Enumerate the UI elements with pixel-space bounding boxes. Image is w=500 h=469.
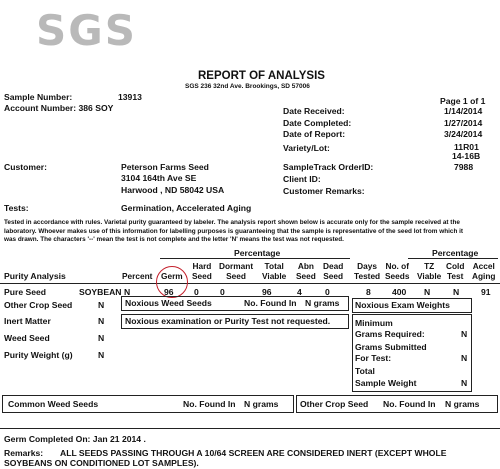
customer-line-3: Harwood , ND 58042 USA [121, 185, 225, 195]
other-crop-label: Other Crop Seed [300, 399, 369, 409]
page-number: Page 1 of 1 [440, 96, 486, 106]
footer-rule [0, 428, 500, 429]
pure-seed-hard: 0 [194, 287, 199, 297]
customer-remarks-label: Customer Remarks: [283, 186, 365, 196]
common-weed-grams: N grams [244, 399, 279, 409]
col-accel-aging [472, 261, 496, 281]
variety-lot-label: Variety/Lot: [283, 143, 330, 153]
header-rule [0, 283, 500, 284]
germ-completed: Germ Completed On: Jan 21 2014 . [4, 434, 146, 444]
date-completed-label: Date Completed: [283, 118, 352, 128]
variety-lot-value-1: 11R01 [454, 142, 479, 152]
pure-seed-seeds: 400 [392, 287, 407, 297]
col-hard-sub: Seed [192, 271, 212, 281]
col-tz-viable [417, 261, 441, 281]
col-dormant-sub: Seed [226, 271, 246, 281]
inert-matter-label: Inert Matter [4, 316, 51, 326]
noxious-exam-weights-label: Noxious Exam Weights [355, 300, 450, 310]
weed-seed-value: N [98, 333, 105, 343]
pure-seed-tz: N [424, 287, 431, 297]
col-no-of: No. of [385, 261, 409, 271]
grams-required-label: Grams Required: [355, 329, 425, 339]
remarks-line-1: ALL SEEDS PASSING THROUGH A 10/64 SCREEN ARE CONSIDERED INERT (EXCEPT WHOLE [60, 448, 447, 458]
disclaimer-line-3: was drawn. The characters '--' mean the test is not complete and the letter 'N' means the test was not requested. [4, 236, 344, 243]
col-days-tested [354, 261, 380, 281]
pure-seed-dead: 0 [325, 287, 330, 297]
customer-label: Customer: [4, 162, 47, 172]
grams-submitted-label: Grams Submitted [355, 342, 427, 352]
common-weed-label: Common Weed Seeds [8, 399, 99, 409]
col-seeds-sub: Seeds [385, 271, 410, 281]
col-dead-sub: Seed [323, 271, 344, 281]
pure-seed-total: 96 [262, 287, 272, 297]
pure-seed-cold: N [453, 287, 460, 297]
percentage-rule [160, 258, 350, 259]
minimum-label: Minimum [355, 318, 393, 328]
pure-seed-abn: 4 [297, 287, 302, 297]
col-dormant-seed [219, 261, 253, 281]
col-hard-seed [192, 261, 212, 281]
pure-seed-percent: N [124, 287, 131, 297]
other-crop-grams: N grams [445, 399, 480, 409]
other-crop-no-found-in: No. Found In [383, 399, 436, 409]
weed-seed-label: Weed Seed [4, 333, 50, 343]
remarks-label: Remarks: [4, 448, 44, 458]
purity-analysis-header: Purity Analysis [4, 271, 66, 281]
remarks-line-2: SOYBEANS ON CONDITIONED LOT SAMPLES). [4, 458, 199, 468]
sgs-logo: SGS [36, 6, 137, 55]
pure-seed-dormant: 0 [220, 287, 225, 297]
col-tz-sub: Viable [417, 271, 442, 281]
date-report-label: Date of Report: [283, 129, 346, 139]
col-abn: Abn [297, 261, 314, 271]
for-test-value: N [461, 353, 468, 363]
pure-seed-germ: 96 [164, 287, 174, 297]
customer-line-2: 3104 164th Ave SE [121, 173, 197, 183]
other-crop-seed-label: Other Crop Seed [4, 300, 73, 310]
pure-seed-accel: 91 [481, 287, 491, 297]
col-cold-test [446, 261, 464, 281]
noxious-no-found-in: No. Found In [244, 298, 297, 308]
col-dormant: Dormant [219, 261, 254, 271]
sample-number-label: Sample Number: [4, 92, 73, 102]
account-number: Account Number: 386 SOY [4, 103, 114, 113]
report-title: REPORT OF ANALYSIS [198, 70, 325, 82]
pure-seed-label: Pure Seed [4, 287, 47, 297]
sample-weight-value: N [461, 378, 468, 388]
noxious-exam-text: Noxious examination or Purity Test not requested. [125, 316, 331, 326]
date-received-label: Date Received: [283, 106, 345, 116]
lab-address: SGS 236 32nd Ave. Brookings, SD 57006 [185, 83, 310, 90]
tests-label: Tests: [4, 203, 29, 213]
col-abn-sub: Seed [296, 271, 316, 281]
inert-matter-value: N [98, 316, 105, 326]
noxious-n-grams: N grams [305, 298, 340, 308]
tests-value: Germination, Accelerated Aging [121, 203, 252, 213]
col-days: Days [357, 261, 377, 271]
col-dead: Dead [323, 261, 344, 271]
col-total-sub: Viable [262, 271, 287, 281]
sample-weight-label: Sample Weight [355, 378, 417, 388]
date-completed-value: 1/27/2014 [444, 118, 483, 128]
grams-required-value: N [461, 329, 468, 339]
for-test-label: For Test: [355, 353, 392, 363]
sampletrack-value: 7988 [454, 162, 474, 172]
date-report-value: 3/24/2014 [444, 129, 483, 139]
noxious-weed-seeds-label: Noxious Weed Seeds [125, 298, 212, 308]
date-received-value: 1/14/2014 [444, 106, 483, 116]
total-label: Total [355, 366, 375, 376]
percentage-header-right: Percentage [432, 248, 479, 258]
variety-lot-value-2: 14-16B [452, 151, 481, 161]
col-cold-sub: Test [446, 271, 464, 281]
col-cold: Cold [446, 261, 465, 271]
pure-seed-days: 8 [366, 287, 371, 297]
col-germ: Germ [161, 271, 183, 281]
disclaimer-line-1: Tested in accordance with rules. Varietal purity guaranteed by labeler. The analysis report shown below is accurate only for the sample received at the [4, 219, 460, 226]
other-crop-seed-value: N [98, 300, 105, 310]
col-hard: Hard [192, 261, 212, 271]
percentage-rule-right [408, 258, 498, 259]
sample-number-value: 13913 [118, 92, 142, 102]
col-tz: TZ [424, 261, 435, 271]
common-weed-no-found-in: No. Found In [183, 399, 236, 409]
purity-weight-label: Purity Weight (g) [4, 350, 73, 360]
client-id-label: Client ID: [283, 174, 321, 184]
sampletrack-label: SampleTrack OrderID: [283, 162, 374, 172]
purity-weight-value: N [98, 350, 105, 360]
col-abn-seed [296, 261, 316, 281]
pure-seed-crop: SOYBEAN [79, 287, 122, 297]
col-total-viable [262, 261, 286, 281]
col-percent: Percent [122, 271, 153, 281]
customer-line-1: Peterson Farms Seed [121, 162, 209, 172]
disclaimer-line-2: laboratory. Whoever makes use of this information for labelling purposes is guaranteeing that the sample is representative of the seed lot from which it [4, 228, 464, 235]
col-no-of-seeds [385, 261, 409, 281]
col-accel: Accel [472, 261, 495, 271]
col-total: Total [264, 261, 284, 271]
col-accel-sub: Aging [472, 271, 496, 281]
col-dead-seed [323, 261, 343, 281]
percentage-header: Percentage [234, 248, 281, 258]
col-days-sub: Tested [354, 271, 381, 281]
